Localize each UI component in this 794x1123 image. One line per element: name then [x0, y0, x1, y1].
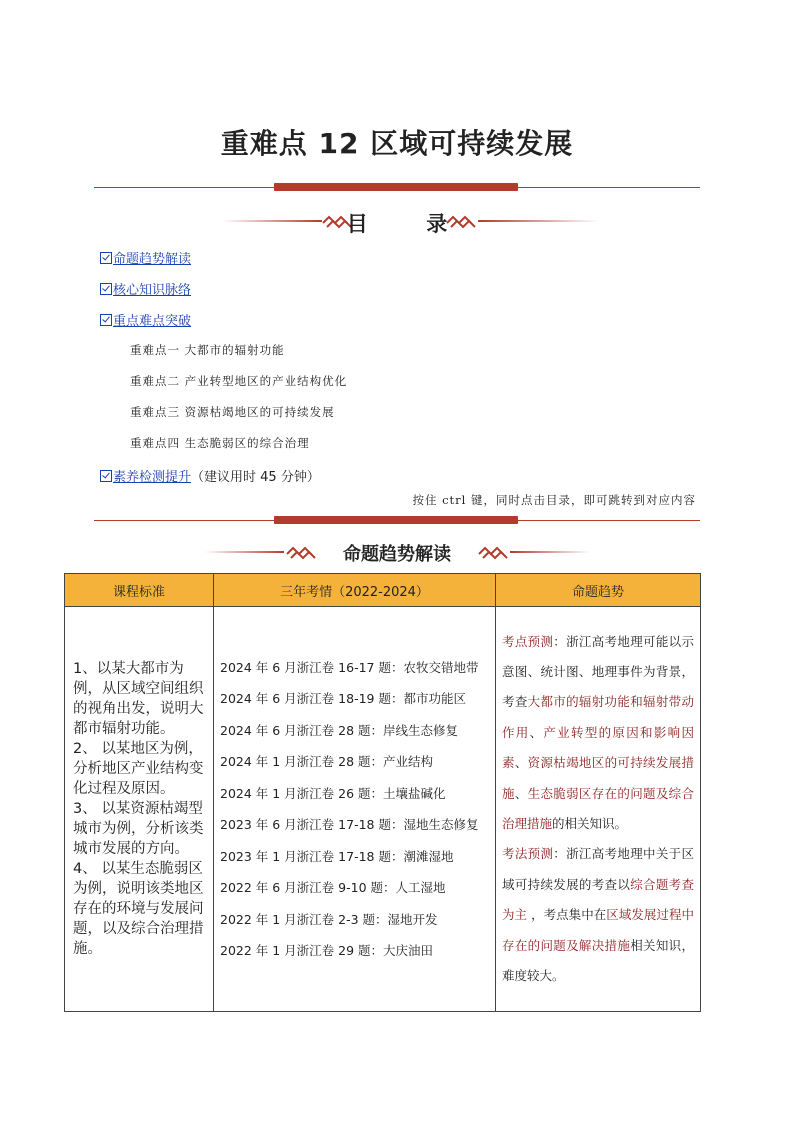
trend-text: ：浙江高考地理中关于区域可持续发展的考查以 — [502, 846, 694, 892]
trend-text: 、 — [529, 724, 544, 740]
trend-text: 相关知识，难度较大。 — [502, 937, 694, 984]
section-divider — [94, 516, 700, 526]
toc-link[interactable]: 核心知识脉络 — [113, 283, 192, 298]
toc-link[interactable]: 重点难点突破 — [113, 314, 192, 329]
trend-highlight: 综合题考查为主 — [502, 876, 694, 923]
navigation-hint: 按住 ctrl 键，同时点击目录，即可跳转到对应内容 — [412, 493, 696, 507]
standard-item: 2、 以某地区为例，分析地区产业结构变化过程及原因。 — [73, 741, 204, 797]
checkbox-icon — [100, 470, 112, 482]
exam-item: 2024 年 6 月浙江卷 28 题：岸线生态修复 — [220, 722, 459, 738]
page-title: 重难点 12 区域可持续发展 — [220, 127, 574, 160]
title-divider — [94, 183, 700, 193]
trend-highlight: 区域发展过程中存在的问题及解决措施 — [502, 907, 694, 953]
exams-cell — [214, 607, 496, 1012]
toc-item-trend[interactable] — [100, 248, 191, 267]
toc-sub-item[interactable]: 重难点一 大都市的辐射功能 — [130, 343, 285, 357]
trend-highlight: 生态脆弱区存在的问题及综合治理措施 — [502, 785, 694, 831]
wave-ornament-icon — [446, 211, 476, 231]
toc-sub-item[interactable]: 重难点三 资源枯竭地区的可持续发展 — [130, 405, 335, 419]
column-header: 命题趋势 — [496, 574, 701, 607]
wave-ornament-icon — [478, 542, 508, 562]
toc-item-assessment[interactable] — [100, 466, 320, 485]
trend-highlight: 资源枯竭地区的可持续发展措施 — [502, 755, 694, 801]
trend-tag: 考点预测 — [502, 633, 554, 649]
trend-text: 的相关知识。 — [552, 816, 628, 831]
trend-highlight: 产业转型的原因和影响因素 — [502, 724, 694, 771]
exam-item: 2024 年 6 月浙江卷 18-19 题：都市功能区 — [220, 691, 466, 706]
exam-item: 2022 年 1 月浙江卷 2-3 题：湿地开发 — [220, 911, 438, 927]
table-header-row — [65, 574, 701, 607]
toc-note: （建议用时 45 分钟） — [191, 470, 320, 485]
column-header: 三年考情（2022-2024） — [214, 574, 496, 607]
trend-text: ，考点集中在 — [527, 907, 607, 923]
exam-item: 2022 年 6 月浙江卷 9-10 题：人工湿地 — [220, 880, 446, 895]
exam-item: 2024 年 1 月浙江卷 26 题：土壤盐碱化 — [220, 785, 446, 801]
trend-text: 、 — [514, 755, 528, 771]
standard-item: 4、 以某生态脆弱区为例，说明该类地区存在的环境与发展问题，以及综合治理措施。 — [73, 861, 204, 957]
toc-banner — [0, 204, 794, 238]
standards-cell — [65, 607, 214, 1012]
column-header: 课程标准 — [65, 574, 214, 607]
toc-item-knowledge[interactable] — [100, 279, 191, 298]
standard-item: 1、以某大都市为例，从区域空间组织的视角出发，说明大都市辐射功能。 — [73, 661, 204, 737]
checkbox-icon — [100, 252, 112, 264]
toc-sub-item[interactable]: 重难点四 生态脆弱区的综合治理 — [130, 436, 310, 450]
trend-cell — [496, 607, 701, 1012]
exam-item: 2023 年 1 月浙江卷 17-18 题：潮滩湿地 — [220, 848, 454, 864]
trend-highlight: 大都市的辐射功能和辐射带动作用 — [502, 694, 694, 740]
section-banner — [0, 535, 794, 569]
standard-item: 3、 以某资源枯竭型城市为例，分析该类城市发展的方向。 — [73, 801, 204, 857]
trend-paragraph — [502, 839, 694, 991]
exam-item: 2023 年 6 月浙江卷 17-18 题：湿地生态修复 — [220, 817, 479, 832]
trend-text: 、 — [514, 785, 528, 801]
toc-link[interactable]: 命题趋势解读 — [113, 252, 192, 267]
exam-item: 2022 年 1 月浙江卷 29 题：大庆油田 — [220, 943, 434, 958]
exam-item: 2024 年 6 月浙江卷 16-17 题：农牧交错地带 — [220, 659, 479, 675]
toc-item-key-points[interactable] — [100, 310, 191, 329]
trend-paragraph — [502, 627, 694, 840]
toc-link[interactable]: 素养检测提升 — [113, 470, 192, 485]
trend-tag: 考法预测 — [502, 846, 554, 862]
toc-sub-item[interactable]: 重难点二 产业转型地区的产业结构优化 — [130, 374, 348, 388]
checkbox-icon — [100, 314, 112, 326]
trend-text: ：浙江高考地理可能以示意图、统计图、地理事件为背景，考查 — [502, 633, 694, 710]
checkbox-icon — [100, 283, 112, 295]
trend-table — [64, 573, 701, 1012]
section-heading: 命题趋势解读 — [343, 544, 451, 565]
table-row — [65, 607, 701, 1012]
exam-item: 2024 年 1 月浙江卷 28 题：产业结构 — [220, 754, 434, 769]
toc-heading: 目 录 — [346, 212, 448, 236]
